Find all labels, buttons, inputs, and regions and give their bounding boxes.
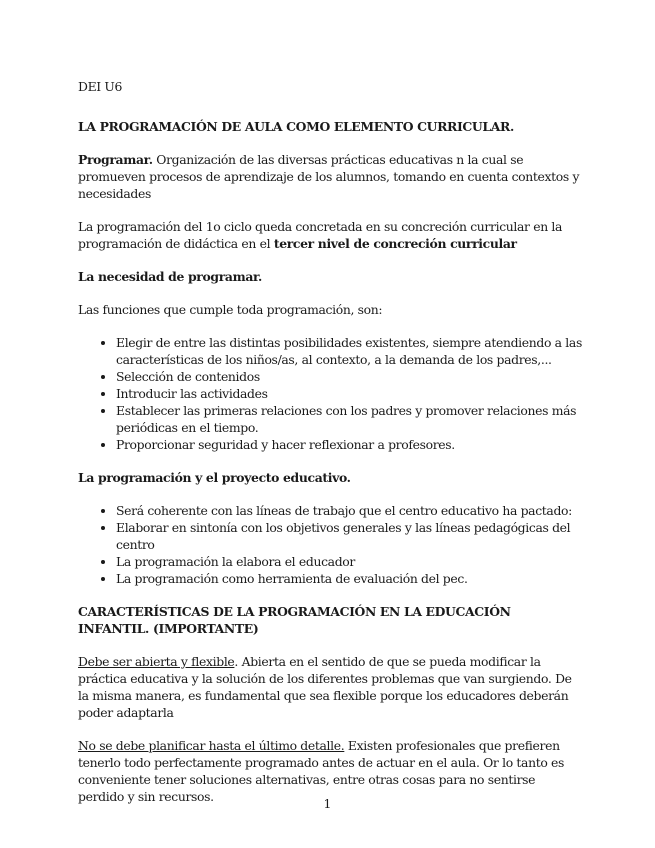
paragraph-planificar	[78, 737, 583, 805]
underlined-abierta: Debe ser abierta y flexible	[78, 654, 235, 669]
paragraph-programacion-ciclo	[78, 218, 583, 252]
list-item: • Elegir de entre las distintas posibilidades existentes, siempre atendiendo a las características de los niños/as, al contexto, a la demanda de los padres,...	[116, 334, 583, 368]
proyecto-list	[78, 502, 583, 587]
paragraph-programacion-ciclo-text: La programación del 1o ciclo queda concretada en su concreción curricular en la programación de didáctica en el	[78, 219, 563, 251]
paragraph-programar	[78, 151, 583, 202]
page-number: 1	[323, 796, 332, 811]
paragraph-abierta	[78, 653, 583, 721]
term-tercer-nivel: tercer nivel de concreción curricular	[273, 236, 517, 251]
underlined-planificar: No se debe planificar hasta el último detalle.	[78, 738, 345, 753]
heading-proyecto: La programación y el proyecto educativo.	[78, 470, 351, 485]
list-item: • Selección de contenidos	[116, 368, 583, 385]
page-content	[78, 78, 583, 821]
heading-caracteristicas: CARACTERÍSTICAS DE LA PROGRAMACIÓN EN LA EDUCACIÓN INFANTIL. (IMPORTANTE)	[78, 604, 511, 636]
heading-necesidad: La necesidad de programar.	[78, 269, 263, 284]
funciones-intro: Las funciones que cumple toda programación, son:	[78, 302, 383, 317]
list-item: • Elaborar en sintonía con los objetivos generales y las líneas pedagógicas del centro	[116, 519, 583, 553]
list-item: • La programación como herramienta de evaluación del pec.	[116, 570, 583, 587]
list-item: • Proporcionar seguridad y hacer reflexionar a profesores.	[116, 436, 583, 453]
funciones-list	[78, 334, 583, 453]
list-item: • Será coherente con las líneas de trabajo que el centro educativo ha pactado:	[116, 502, 583, 519]
paragraph-abierta-text: . Abierta en el sentido de que se pueda modificar la práctica educativa y la solución de los diferentes problemas que van surgiendo. De la misma manera, es fundamental que sea flexible porque los educadores deberán poder adaptarla	[78, 654, 572, 720]
paragraph-programar-text: Organización de las diversas prácticas educativas n la cual se promueven procesos de aprendizaje de los alumnos, tomando en cuenta contextos y necesidades	[78, 152, 580, 201]
list-item: • La programación la elabora el educador	[116, 553, 583, 570]
list-item: • Introducir las actividades	[116, 385, 583, 402]
document-title: LA PROGRAMACIÓN DE AULA COMO ELEMENTO CURRICULAR.	[78, 119, 514, 134]
header-code: DEI U6	[78, 79, 123, 94]
paragraph-planificar-text: Existen profesionales que prefieren tenerlo todo perfectamente programado antes de actuar en el aula. Or lo tanto es conveniente tener soluciones alternativas, entre otras cosas para no sentirse perdido y sin recursos.	[78, 738, 565, 804]
term-programar: Programar.	[78, 152, 153, 167]
list-item: • Establecer las primeras relaciones con los padres y promover relaciones más periódicas en el tiempo.	[116, 402, 583, 436]
